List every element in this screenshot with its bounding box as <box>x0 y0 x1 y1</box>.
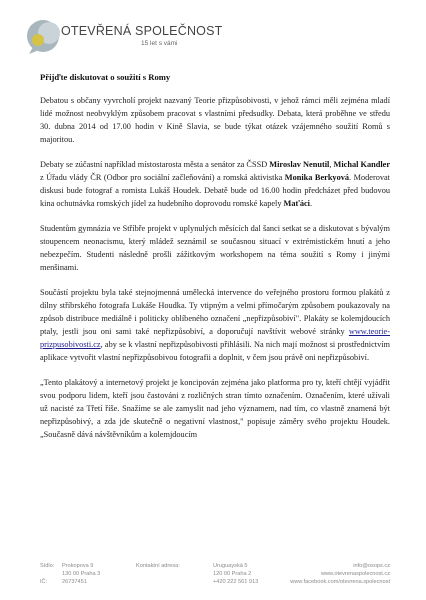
footer-website[interactable]: www.otevrenaspolecnost.cz <box>320 571 390 577</box>
paragraph-intervention <box>40 286 390 364</box>
footer-seat-address <box>62 562 100 586</box>
paragraph-intro: Debatou s občany vyvrcholí projekt nazvaný Teorie přizpůsobivosti, v jehož rámci měli zejména mladí lidé možnost neobvyklým způsobem pracovat s vlastními předsudky. Debata, která proběhne ve středu 30. dubna 2014 od 17.00 hodin v Kině Slavia, se bude týkat otázek vzájemného soužití Romů s majoritou. <box>40 96 390 144</box>
paragraph-text: , <box>329 160 334 169</box>
article-title: Přijďte diskutovat o soužití s Romy <box>40 72 171 82</box>
paragraph-text: Debaty se zúčastní například místostarosta města a senátor za ČSSD <box>40 160 270 169</box>
footer-contact-city: 120 00 Praha 2 <box>213 571 252 577</box>
organization-name: OTEVŘENÁ SPOLEČNOST <box>61 24 223 38</box>
footer-street: Prokopova 9 <box>62 563 94 569</box>
band-name: Maťáci <box>283 199 310 208</box>
paragraph-text: . <box>310 199 313 208</box>
footer-city: 130 00 Praha 3 <box>62 571 101 577</box>
footer-ic-value: 26737451 <box>62 579 87 585</box>
footer-seat-label: Sídlo: <box>40 563 55 569</box>
participant-name: Monika Berkyová <box>284 173 350 182</box>
page-footer <box>40 562 390 592</box>
paragraph-text: . Moderovat diskusi bude fotograf a romista Lukáš Houdek. Debatě bude od 16.00 hodin předcházet před budovou kina ochutnávka romských jídel za hudebního doprovodu romské kapely <box>40 173 390 208</box>
paragraph-text: , aby se k vlastní nepřizpůsobivosti přihlásili. Na nich mají možnost si prostřednictvím aplikace vytvořit vlastní nepřizpůsobivou fotografii a doplnit, v čem jsou právě oni nepřizpůsobiví. <box>40 340 390 362</box>
footer-phone: +420 222 561 913 <box>213 579 259 585</box>
paragraph-quote: „Tento plakátový a internetový projekt je koncipován zejména jako platforma pro ty, kteří chtějí vyjádřit svou podporu lidem, kteří jsou častováni z rozličných stran tímto označením. Označením, které užívali už nacisté za Třetí říše. Snažíme se ale zamyslit nad jeho významem, nad tím, co vlastně znamená být nepřizpůsobivý, a zda jde skutečně o negativní vlastnost," popisuje záměry svého projektu Houdek. „Současně dává návštěvníkům a kolemjdoucím <box>40 378 390 439</box>
footer-contact-label-column <box>136 562 180 570</box>
paragraph-participants <box>40 158 390 210</box>
participant-name: Miroslav Nenutil <box>269 160 330 169</box>
footer-contact-street: Uruguayská 5 <box>213 563 248 569</box>
paragraph-students: Studentům gymnázia ve Stříbře projekt v uplynulých měsících dal šanci setkat se a diskutovat s bývalým stoupencem neonacismu, který mládež seznámil se současnou situací v extrémistickém hnutí a jeho nebezpečím. Studenti následně prošli zážitkovým workshopem na téma soužití s Romy i jinými menšinami. <box>40 224 390 272</box>
footer-spacer <box>40 570 54 578</box>
footer-contact-address <box>213 562 258 586</box>
speech-bubble-logo-icon <box>25 16 65 56</box>
organization-tagline: 15 let s vámi <box>141 40 178 47</box>
organization-logo <box>25 16 223 56</box>
article-body <box>40 94 390 453</box>
paragraph-text: Součástí projektu byla také stejnojmenná umělecká intervence do veřejného prostoru formou plakátů z dílny stříbrského fotografa Lukáše Houdka. Ty vtipným a velmi přímočarým způsobem poukazovaly na způsob distribuce mediálně i politicky oblíbeného označení „nepřizpůsobiví". Plakáty se kolemjdoucích ptaly, jestli jsou oni sami také nepřizpůsobiví, a doporučují navštívit webové stránky <box>40 288 390 336</box>
footer-facebook[interactable]: www.facebook.com/otevrena.spolecnost <box>290 579 390 585</box>
footer-contact-label: Kontaktní adresa: <box>136 563 180 569</box>
paragraph-text: z Úřadu vlády ČR (Odbor pro sociální začleňování) a romská aktivistka <box>40 173 285 182</box>
footer-online <box>290 562 390 586</box>
participant-name: Michal Kandler <box>333 160 391 169</box>
footer-ic-label: IČ: <box>40 579 48 585</box>
footer-labels <box>40 562 54 586</box>
footer-email[interactable]: info@osops.cz <box>353 563 390 569</box>
project-website-link[interactable]: www.teorie-prizpusobivosti.cz <box>40 327 390 349</box>
